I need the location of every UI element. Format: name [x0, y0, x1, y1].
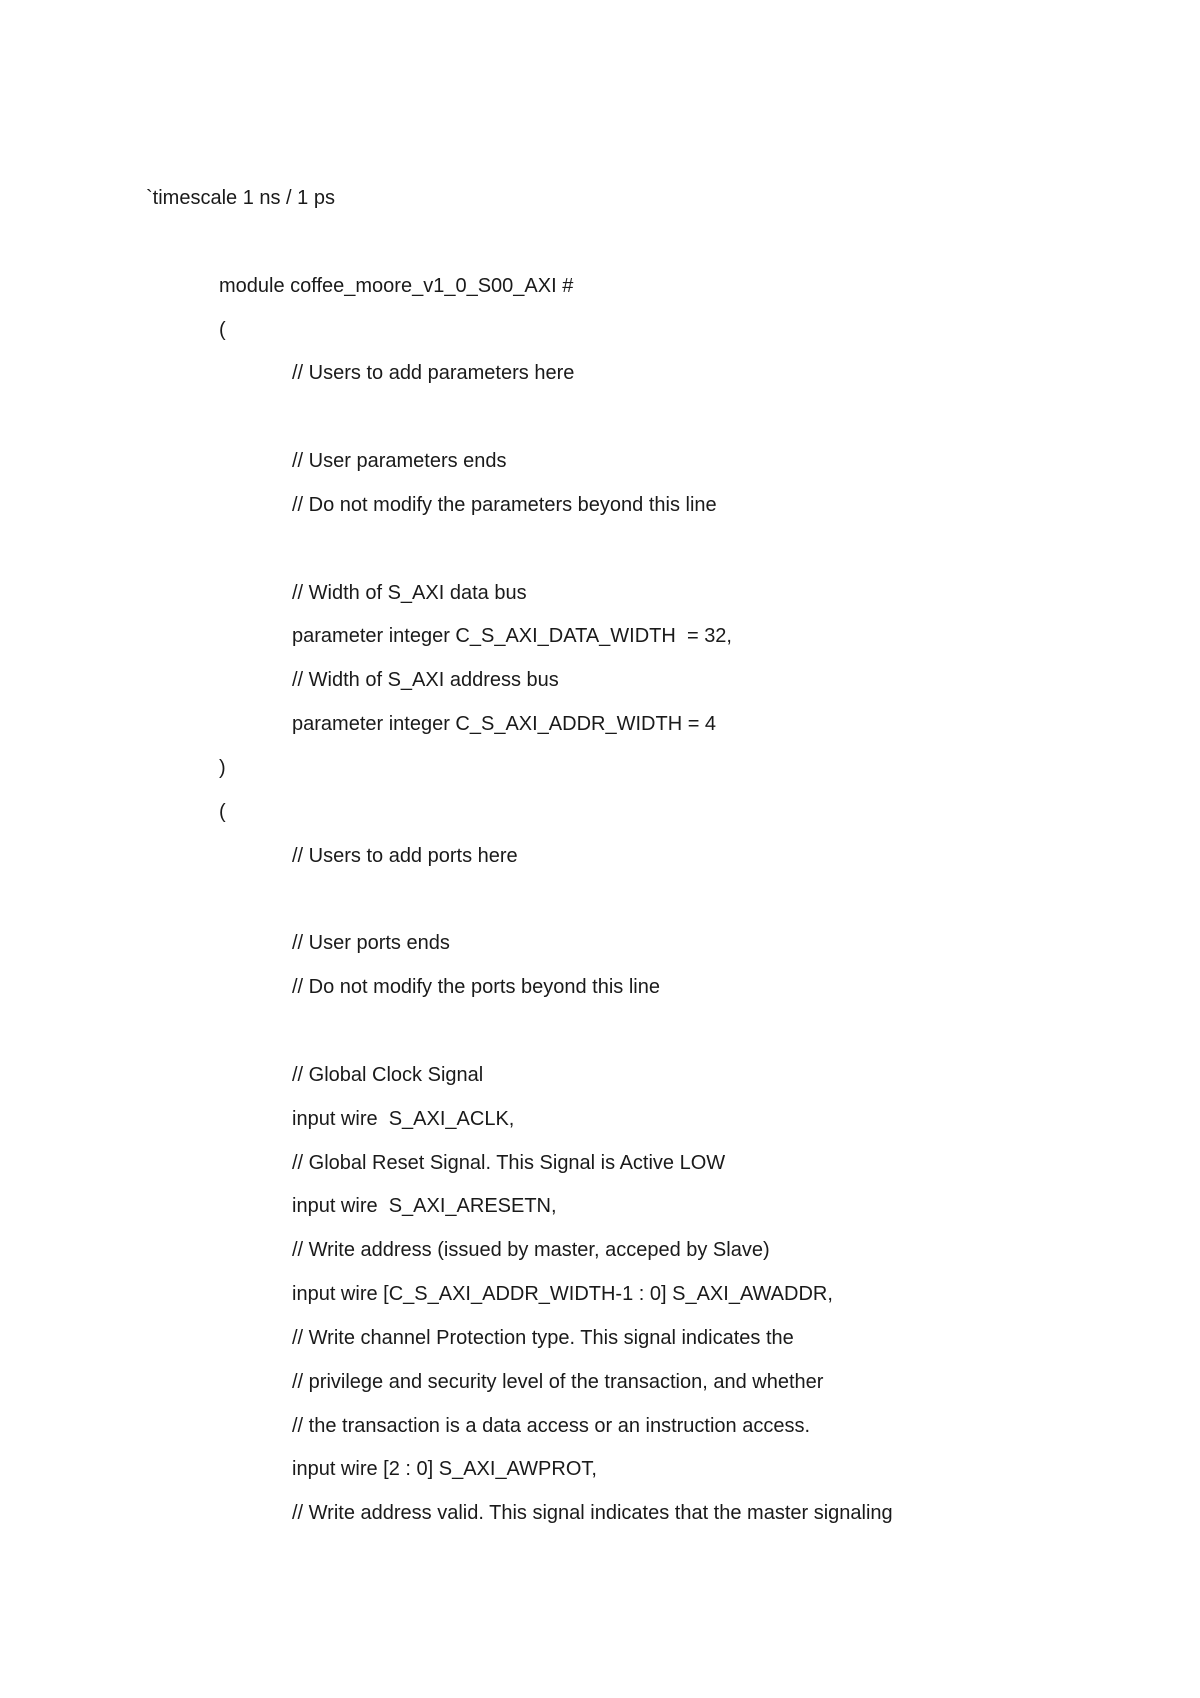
- code-line: // Write address valid. This signal indicates that the master signaling: [292, 1502, 893, 1525]
- code-line: ): [219, 756, 226, 779]
- code-line: // Width of S_AXI address bus: [292, 669, 559, 692]
- code-line: parameter integer C_S_AXI_ADDR_WIDTH = 4: [292, 713, 717, 736]
- blank-line: [0, 1021, 1200, 1065]
- code-line: (: [219, 800, 226, 823]
- code-line: // the transaction is a data access or an instruction access.: [292, 1414, 811, 1437]
- code-line: // Width of S_AXI data bus: [292, 581, 527, 604]
- code-line: // Users to add ports here: [292, 844, 518, 867]
- code-line: input wire [C_S_AXI_ADDR_WIDTH-1 : 0] S_AXI_AWADDR,: [292, 1283, 833, 1306]
- code-line: // Global Reset Signal. This Signal is Active LOW: [292, 1151, 726, 1174]
- blank-line: [0, 890, 1200, 934]
- code-line: (: [219, 318, 226, 341]
- code-line: // Write address (issued by master, acceped by Slave): [292, 1239, 770, 1262]
- code-line: `timescale 1 ns / 1 ps: [146, 187, 335, 209]
- code-line: // User ports ends: [292, 932, 450, 955]
- blank-line: [0, 407, 1200, 451]
- code-line: input wire [2 : 0] S_AXI_AWPROT,: [292, 1458, 597, 1481]
- code-line: input wire S_AXI_ACLK,: [292, 1107, 515, 1130]
- code-line: // Users to add parameters here: [292, 362, 575, 385]
- code-line: module coffee_moore_v1_0_S00_AXI #: [219, 274, 574, 297]
- code-line: // Do not modify the parameters beyond this line: [292, 493, 717, 516]
- code-line: input wire S_AXI_ARESETN,: [292, 1195, 557, 1218]
- blank-line: [0, 232, 1200, 276]
- code-line: // Write channel Protection type. This signal indicates the: [292, 1326, 794, 1349]
- code-line: // Do not modify the ports beyond this line: [292, 976, 660, 999]
- code-line: // privilege and security level of the transaction, and whether: [292, 1370, 824, 1393]
- code-line: parameter integer C_S_AXI_DATA_WIDTH = 32,: [292, 625, 732, 648]
- blank-line: [0, 539, 1200, 583]
- code-line: // Global Clock Signal: [292, 1063, 484, 1086]
- code-listing: [0, 188, 1200, 1547]
- code-line: // User parameters ends: [292, 450, 507, 473]
